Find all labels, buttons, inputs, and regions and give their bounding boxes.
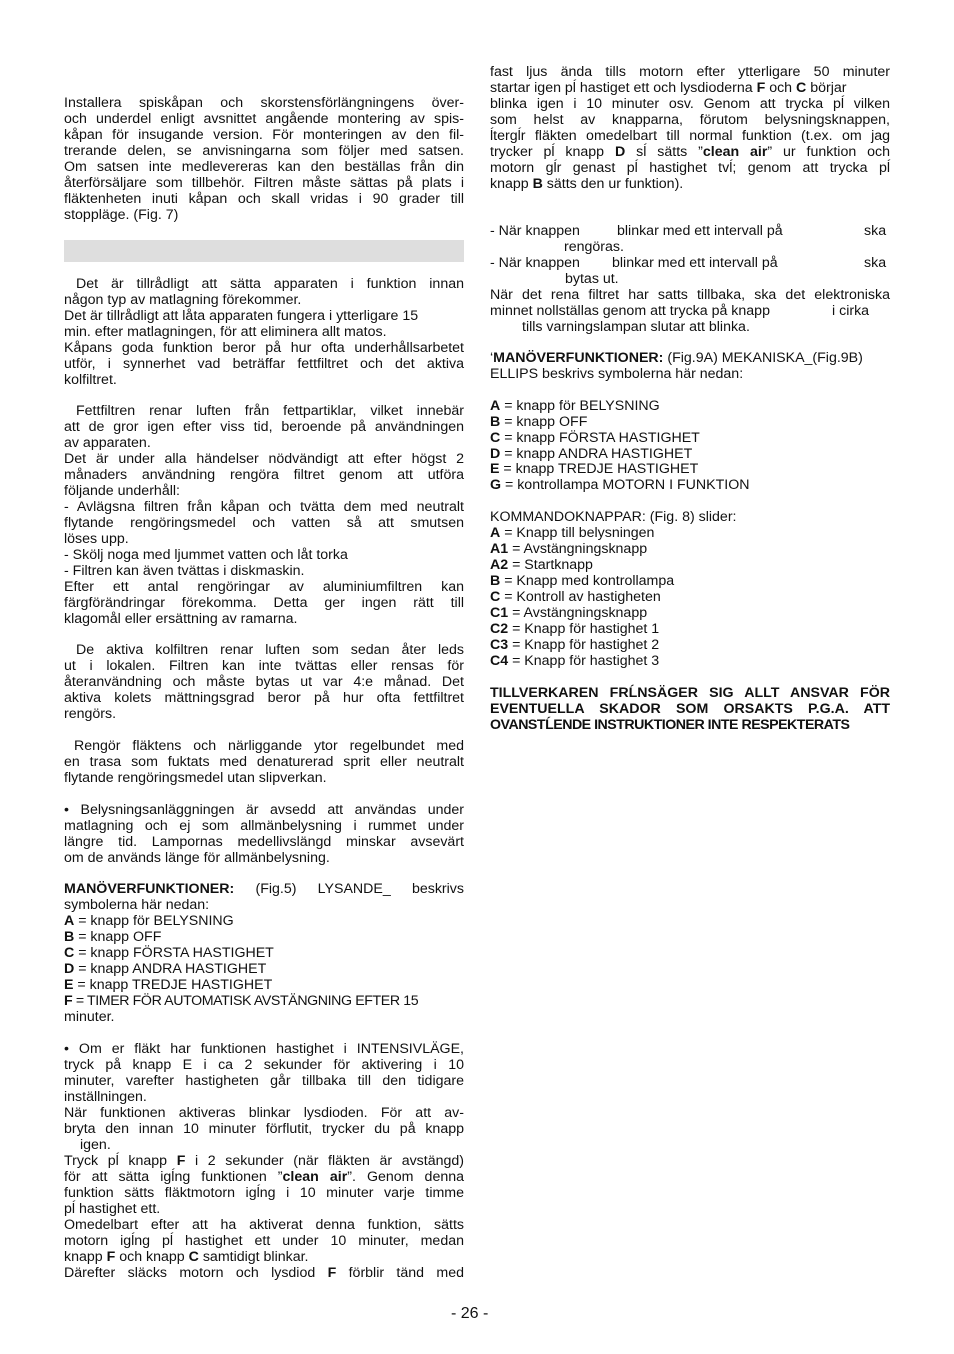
text-line: - Avlägsna filtren från kåpan och tvätta dem med neutralt: [64, 499, 464, 515]
text-line: funktion sätts fläktmotorn igĺng i 10 minuter varje timme: [64, 1185, 464, 1201]
key-letter: A: [64, 913, 75, 929]
text-span: ska: [864, 255, 887, 271]
key-row: [490, 589, 890, 605]
text-line: [64, 1265, 464, 1281]
text-span: i cirka: [832, 303, 870, 319]
key-row: [490, 461, 890, 477]
text-line: och underdel enligt avsnittet angående montering av spis-: [64, 111, 464, 127]
text-line: Fettfiltren renar luften från fettpartiklar, vilket innebär: [76, 403, 464, 419]
key-letter: E: [64, 977, 74, 993]
key-letter: C: [490, 589, 501, 605]
text-line: Kåpans goda funktion beror på hur ofta underhållsarbetet: [64, 340, 464, 356]
text-line: Om satsen inte medlevereras kan den beställas från din: [64, 159, 464, 175]
key-letter: D: [64, 961, 75, 977]
text-line: bryta den innan 10 minuter förflutit, trycker du på knapp: [64, 1121, 464, 1137]
text-line: ut i lokalen. Filtren kan inte tvättas eller rensas för: [64, 658, 464, 674]
key-letter: G: [490, 477, 502, 493]
key-desc: = kontrollampa MOTORN I FUNKTION: [501, 477, 750, 493]
text-line: tryck på knapp E i ca 2 sekunder för aktivering i 10: [64, 1057, 464, 1073]
text-line: ELLIPS beskrivs symbolerna här nedan:: [490, 366, 744, 382]
key-letter: B: [64, 929, 75, 945]
text-line: fläktenheten inuti kåpan och skall vridas i 90 grader till: [64, 191, 464, 207]
text-line: trerande delen, se anvisningarna som följer med satsen.: [64, 143, 464, 159]
text-line: [64, 1169, 464, 1185]
key-letter: F: [756, 80, 766, 96]
key-row: [64, 993, 464, 1009]
key-row: [490, 477, 890, 493]
key-letter: D: [614, 144, 626, 160]
text-line: Det är tillrådligt att sätta apparaten i funktion innan: [76, 276, 464, 292]
text-line: minuter, varefter hastigheten går tillbaka till den tidigare: [64, 1073, 464, 1089]
controls-title: MANÖVERFUNKTIONER:: [493, 350, 664, 366]
text-span: ‘: [490, 350, 494, 366]
text-line: rengörs.: [64, 706, 117, 722]
key-letter: C: [188, 1249, 199, 1265]
key-row: [64, 961, 464, 977]
key-desc: = knapp TREDJE HASTIGHET: [499, 461, 699, 477]
text-line: kolfiltret.: [64, 372, 117, 388]
text-line: Omedelbart efter att ha aktiverat denna funktion, sätts: [64, 1217, 464, 1233]
key-desc: = Kontroll av hastigheten: [500, 589, 661, 605]
key-desc: = Avstängningsknapp: [508, 605, 648, 621]
text-line: Installera spiskåpan och skorstensförlängningens över-: [64, 95, 464, 111]
text-line: kåpan för insugande version. För monteringen av den fil-: [64, 127, 464, 143]
text-span: och: [765, 80, 797, 96]
text-line: inställningen.: [64, 1089, 147, 1105]
text-line: När funktionen aktiveras blinkar lysdioden. För att av-: [64, 1105, 464, 1121]
text-span: Därefter släcks motorn och lysdiod: [64, 1265, 328, 1281]
key-desc: = Knapp för hastighet 1: [508, 621, 660, 637]
text-line: motorn igĺng pĺ hastighet ett under 10 minuter, medan: [64, 1233, 464, 1249]
text-line: igen.: [80, 1137, 111, 1153]
key-row: [490, 398, 890, 414]
text-line: tills varningslampan slutar att blinka.: [522, 319, 750, 335]
key-desc: = Knapp till belysningen: [500, 525, 655, 541]
text-line: - Skölj noga med ljummet vatten och låt torka: [64, 547, 348, 563]
text-span: knapp: [490, 176, 533, 192]
key-letter: B: [490, 573, 501, 589]
text-line: stoppläge. (Fig. 7): [64, 207, 179, 223]
key-letter: F: [106, 1249, 116, 1265]
text-span: blinkar med ett intervall på: [617, 223, 783, 239]
key-letter: C2: [490, 621, 509, 637]
key-row: [490, 637, 890, 653]
text-line: symbolerna här nedan:: [64, 897, 210, 913]
text-line: som helst av knapparna, förutom belysningsknappen,: [490, 112, 890, 128]
text-line: När det rena filtret har satts tillbaka, ska det elektroniska: [490, 287, 890, 303]
text-span: startar igen pĺ hastiget ett och lysdioderna: [490, 80, 757, 96]
key-desc: = knapp FÖRSTA HASTIGHET: [74, 945, 274, 961]
controls-heading-line: [490, 350, 890, 366]
text-span: - När knappen: [490, 223, 580, 239]
key-letter: C: [490, 430, 501, 446]
text-line: löses upp.: [64, 531, 129, 547]
text-line: en trasa som fuktats med denaturerad sprit eller neutralt: [64, 754, 464, 770]
text-line: Det är tillrådligt att låta apparaten fungera i ytterligare 15: [64, 308, 419, 324]
section-heading-bar: [64, 240, 464, 262]
text-line: återförsäljare som tillbehör. Filtren måste sättas på plats i: [64, 175, 464, 191]
controls-title: MANÖVERFUNKTIONER:: [64, 881, 235, 897]
key-letter: D: [490, 446, 501, 462]
key-row: [490, 525, 890, 541]
text-span: sĺ sätts ”: [625, 144, 703, 160]
key-desc: = Knapp för hastighet 3: [508, 653, 660, 669]
key-row: [64, 945, 464, 961]
text-line: ĺtergĺr fläkten omedelbart till normal funktion (t.ex. om jag: [490, 128, 890, 144]
text-span: börjar: [806, 80, 847, 96]
key-desc: = knapp ANDRA HASTIGHET: [74, 961, 267, 977]
controls-desc: (Fig.5) LYSANDE_ beskrivs: [234, 881, 464, 897]
key-row: [490, 414, 890, 430]
key-desc: = knapp för BELYSNING: [74, 913, 234, 929]
text-line: minuter.: [64, 1009, 115, 1025]
key-letter: A: [490, 525, 501, 541]
key-row: [490, 621, 890, 637]
page-number: - 26 -: [451, 1305, 489, 1322]
key-row: [490, 430, 890, 446]
key-desc: = knapp TREDJE HASTIGHET: [73, 977, 273, 993]
key-letter: C3: [490, 637, 509, 653]
text-line: • Om er fläkt har funktionen hastighet i INTENSIVLÄGE,: [64, 1041, 464, 1057]
text-line: bytas ut.: [565, 271, 619, 287]
key-row: [490, 573, 890, 589]
clean-air-label: clean air: [282, 1169, 348, 1185]
key-letter: C1: [490, 605, 509, 621]
key-letter: B: [532, 176, 543, 192]
key-row: [64, 977, 464, 993]
key-desc: = Avstängningsknapp: [508, 541, 648, 557]
key-desc: = knapp för BELYSNING: [500, 398, 660, 414]
key-row: [64, 929, 464, 945]
text-line: aktiva kolets mättningsgrad beror på hur ofta fettfiltret: [64, 690, 464, 706]
text-line: Det är under alla händelser nödvändigt att efter högst 2: [64, 451, 464, 467]
text-line: matlagning och ej som allmänbelysning i rummet under: [64, 818, 464, 834]
key-desc: = Knapp för hastighet 2: [508, 637, 660, 653]
text-line: klagomål eller ersättning av ramarna.: [64, 611, 298, 627]
text-span: minnet nollställas genom att trycka på knapp: [490, 303, 770, 319]
key-desc: = TIMER FÖR AUTOMATISK AVSTÄNGNING EFTER 15: [72, 993, 419, 1009]
text-span: och knapp: [115, 1249, 189, 1265]
key-letter: F: [327, 1265, 337, 1281]
text-line: - Filtren kan även tvättas i diskmaskin.: [64, 563, 305, 579]
key-letter: C4: [490, 653, 509, 669]
key-row: [64, 913, 464, 929]
key-row: [490, 557, 890, 573]
text-line: om de används länge för allmänbelysning.: [64, 850, 330, 866]
text-line: [64, 1249, 464, 1265]
text-span: ” ur funktion och: [767, 144, 891, 160]
text-line: pĺ hastighet ett.: [64, 1201, 161, 1217]
disclaimer-line: OVANSTĹENDE INSTRUKTIONER INTE RESPEKTERATS: [490, 717, 850, 733]
text-line: min. efter matlagningen, för att eliminera allt matos.: [64, 324, 387, 340]
key-row: [490, 653, 890, 669]
disclaimer-line: TILLVERKAREN FRĹNSÄGER SIG ALLT ANSVAR FÖR: [490, 685, 890, 701]
text-line: utför, i synnerhet vad beträffar fettfiltret och det aktiva: [64, 356, 464, 372]
text-span: förblir tänd med: [336, 1265, 464, 1281]
text-span: knapp: [64, 1249, 107, 1265]
text-line: flytande rengöringsmedel utan slipverkan.: [64, 770, 327, 786]
text-span: samtidigt blinkar.: [198, 1249, 309, 1265]
text-span: trycker pĺ knapp: [490, 144, 615, 160]
key-desc: = knapp ANDRA HASTIGHET: [500, 446, 693, 462]
text-span: sätts den ur funktion).: [542, 176, 684, 192]
text-line: att de gror igen efter viss tid, beroende på användningen: [64, 419, 464, 435]
text-span: Tryck pĺ knapp: [64, 1153, 177, 1169]
key-desc: = knapp OFF: [74, 929, 162, 945]
key-letter: A1: [490, 541, 509, 557]
text-span: ska: [864, 223, 887, 239]
text-line: återanvändning och måste bytas ut var 4:e månad. Det: [64, 674, 464, 690]
key-row: [490, 605, 890, 621]
disclaimer-line: EVENTUELLA SKADOR SOM ORSAKTS P.G.A. ATT: [490, 701, 890, 717]
key-letter: E: [490, 461, 500, 477]
key-letter: C: [796, 80, 807, 96]
text-line: KOMMANDOKNAPPAR: (Fig. 8) slider:: [490, 509, 737, 525]
key-desc: = Startknapp: [508, 557, 593, 573]
key-letter: A2: [490, 557, 509, 573]
clean-air-label: clean air: [702, 144, 768, 160]
key-letter: C: [64, 945, 75, 961]
text-line: följande underhåll:: [64, 483, 180, 499]
text-span: - När knappen: [490, 255, 580, 271]
key-letter: B: [490, 414, 501, 430]
text-line: [490, 144, 890, 160]
text-line: längre tid. Lampornas medellivslängd minskar avsevärt: [64, 834, 464, 850]
text-line: av apparaten.: [64, 435, 151, 451]
key-row: [490, 541, 890, 557]
key-desc: = Knapp med kontrollampa: [500, 573, 675, 589]
controls-desc: (Fig.9A) MEKANISKA_(Fig.9B): [663, 350, 863, 366]
key-row: [490, 446, 890, 462]
key-desc: = knapp OFF: [500, 414, 588, 430]
text-line: Rengör fläktens och närliggande ytor regelbundet med: [74, 738, 464, 754]
text-line: blinka igen i 10 minuter osv. Genom att trycka pĺ vilken: [490, 96, 890, 112]
text-line: någon typ av matlagning förekommer.: [64, 292, 302, 308]
text-line: [64, 1153, 464, 1169]
text-line: rengöras.: [564, 239, 624, 255]
controls-heading-line: [64, 881, 464, 897]
key-desc: = knapp FÖRSTA HASTIGHET: [500, 430, 700, 446]
text-line: färgförändringar förekomma. Detta ger ingen rätt till: [64, 595, 464, 611]
text-line: motorn gĺr genast pĺ hastighet tvĺ; genom att trycka pĺ: [490, 160, 890, 176]
text-line: [490, 176, 890, 192]
text-span: i 2 sekunder (när fläkten är avstängd): [185, 1153, 465, 1169]
text-line: Efter ett antal rengöringar av aluminiumfiltren kan: [64, 579, 464, 595]
text-line: flytande rengöringsmedel och vatten så att smutsen: [64, 515, 464, 531]
text-span: för att sätta igĺng funktionen ”: [64, 1169, 283, 1185]
key-letter: F: [64, 993, 73, 1009]
key-letter: F: [176, 1153, 186, 1169]
text-line: • Belysningsanläggningen är avsedd att användas under: [64, 802, 464, 818]
text-line: De aktiva kolfiltren renar luften som sedan åter leds: [76, 642, 464, 658]
text-span: blinkar med ett intervall på: [612, 255, 778, 271]
text-span: ”. Genom denna: [347, 1169, 465, 1185]
text-line: fast ljus ända tills motorn efter ytterligare 50 minuter: [490, 64, 890, 80]
text-line: månaders användning rengöra filtret genom att utföra: [64, 467, 464, 483]
key-letter: A: [490, 398, 501, 414]
text-line: [490, 80, 890, 96]
